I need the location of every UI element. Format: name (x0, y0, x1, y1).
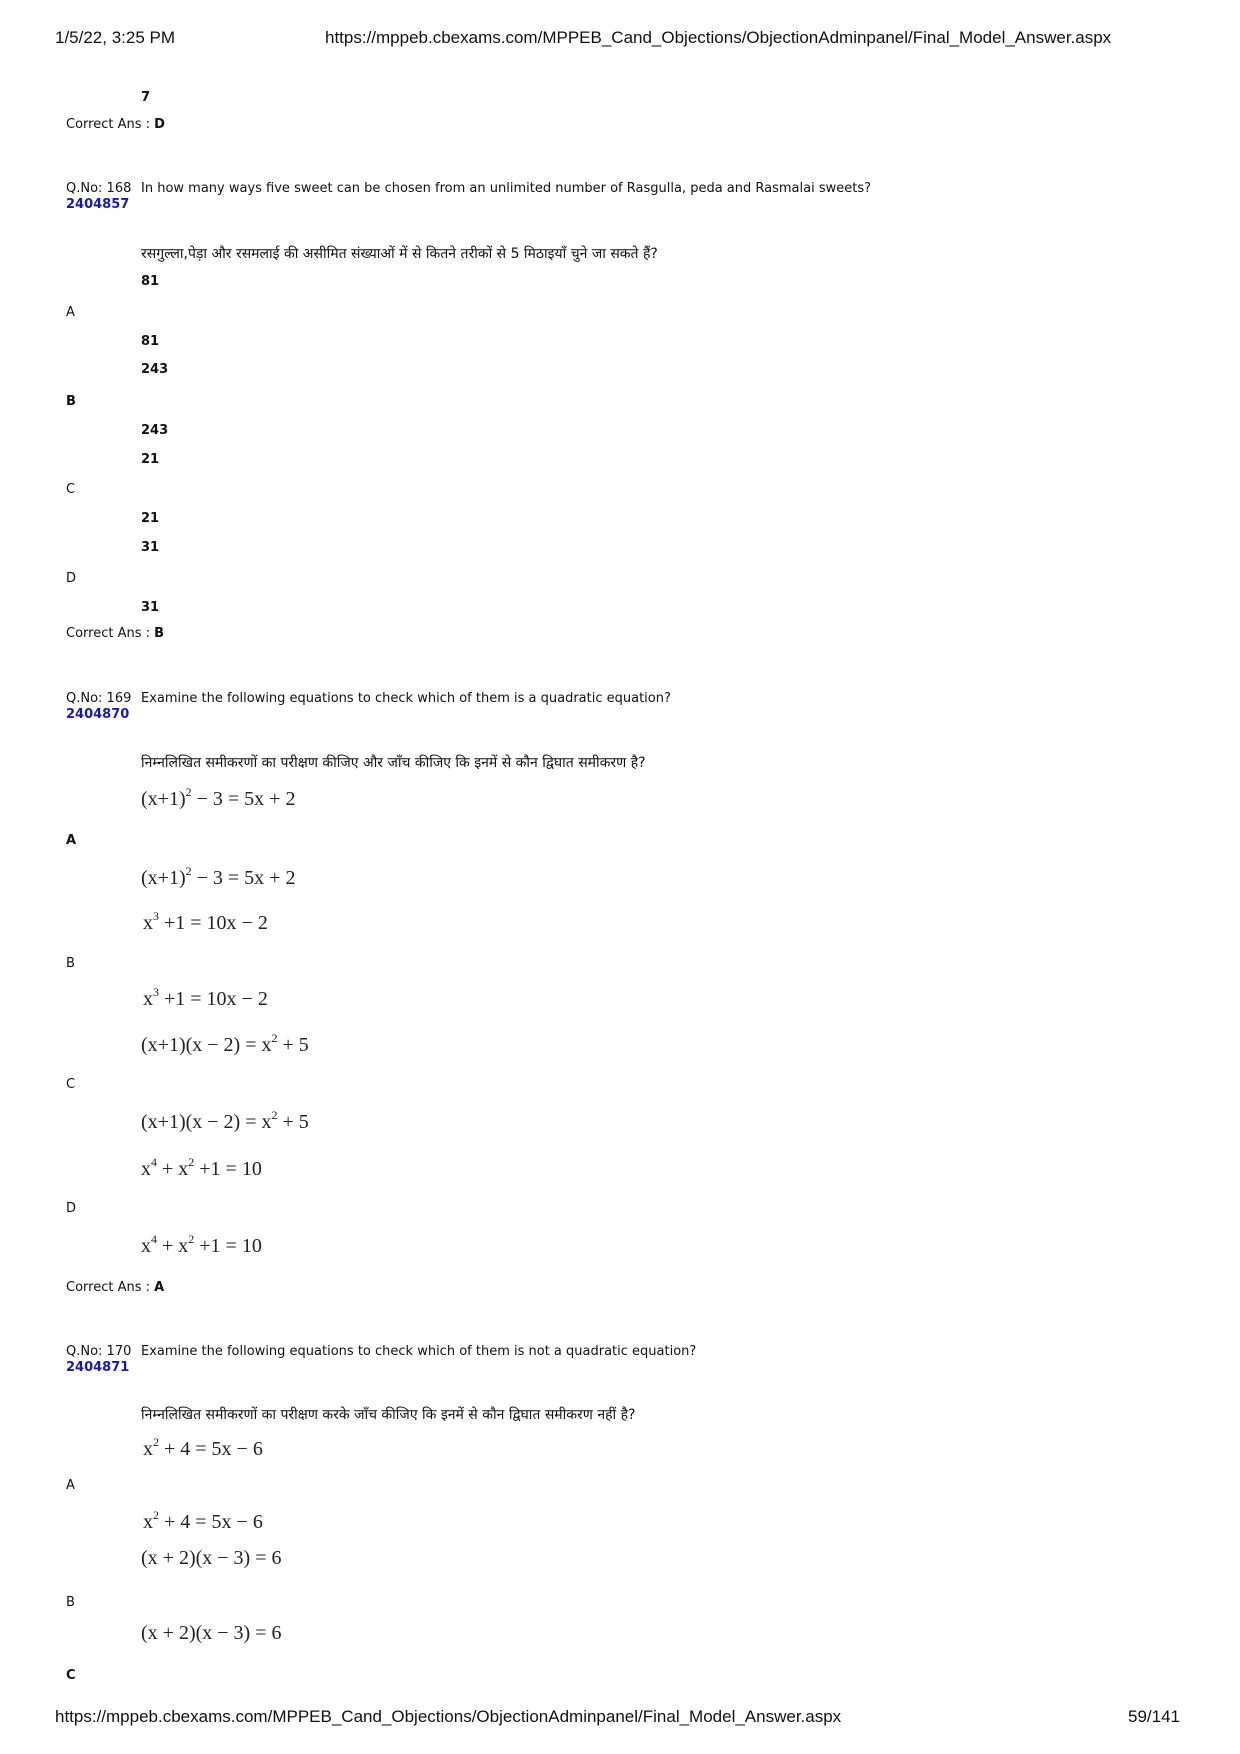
option-equation: $x^3 +1 = 10x - 2$ (143, 909, 268, 934)
correct-answer-label: Correct Ans : (66, 626, 155, 641)
option-equation: $(x+1)^2 - 3 = 5x + 2$ (141, 785, 296, 810)
option-letter: C (66, 482, 76, 497)
correct-answer-label: Correct Ans : (66, 117, 155, 132)
question-number: Q.No: 169 (66, 691, 132, 706)
option-text: 243 (141, 362, 169, 377)
question-text-hi: निम्नलिखित समीकरणों का परीक्षण कीजिए और जाँच कीजिए कि इनमें से कौन द्विघात समीकरण है? (141, 755, 646, 771)
correct-answer-value: B (154, 626, 165, 641)
question-id: 2404871 (66, 1360, 130, 1375)
option-text: 21 (141, 452, 160, 467)
option-letter: D (66, 1201, 77, 1216)
option-letter: C (66, 1668, 76, 1683)
option-text: 81 (141, 334, 160, 349)
question-number: Q.No: 168 (66, 181, 132, 196)
correct-answer-value: A (154, 1280, 165, 1295)
footer-url: https://mppeb.cbexams.com/MPPEB_Cand_Objections/ObjectionAdminpanel/Final_Model_Answer.aspx (55, 1707, 842, 1726)
option-equation: $x^4 + x^2 +1 = 10$ (141, 1155, 262, 1180)
option-equation: $(x+1)(x - 2) = x^2 + 5$ (141, 1031, 309, 1056)
question-text-en: Examine the following equations to check which of them is not a quadratic equation? (141, 1344, 697, 1359)
correct-answer-label: Correct Ans : (66, 1280, 155, 1295)
question-text-hi: निम्नलिखित समीकरणों का परीक्षण करके जाँच कीजिए कि इनमें से कौन द्विघात समीकरण नहीं है? (141, 1407, 636, 1423)
option-text: 21 (141, 511, 160, 526)
question-text-en: Examine the following equations to check which of them is a quadratic equation? (141, 691, 671, 706)
option-letter: A (66, 305, 75, 320)
option-equation: $x^4 + x^2 +1 = 10$ (141, 1232, 262, 1257)
question-text-hi: रसगुल्ला,पेड़ा और रसमलाई की असीमित संख्याओं में से कितने तरीकों से 5 मिठाइयाँ चुने जा सकते हैं? (141, 246, 658, 262)
option-letter: D (66, 571, 77, 586)
question-text-en: In how many ways five sweet can be chosen from an unlimited number of Rasgulla, peda and Rasmalai sweets? (141, 181, 871, 196)
option-letter: A (66, 1478, 75, 1493)
option-equation: (x + 2)(x − 3) = 6 (141, 1547, 282, 1569)
question-id: 2404870 (66, 707, 130, 722)
option-letter: B (66, 394, 76, 409)
correct-answer (66, 117, 165, 132)
question-id: 2404857 (66, 197, 130, 212)
option-text: 81 (141, 274, 160, 289)
option-letter: B (66, 956, 75, 971)
question-number: Q.No: 170 (66, 1344, 132, 1359)
option-equation: $x^2 + 4 = 5x - 6$ (143, 1435, 263, 1460)
correct-answer (66, 626, 164, 641)
option-text: 243 (141, 423, 169, 438)
option-letter: B (66, 1595, 75, 1610)
correct-answer (66, 1280, 164, 1295)
option-equation: $(x+1)^2 - 3 = 5x + 2$ (141, 864, 296, 889)
option-text: 31 (141, 600, 160, 615)
print-url: https://mppeb.cbexams.com/MPPEB_Cand_Objections/ObjectionAdminpanel/Final_Model_Answer.aspx (325, 28, 1112, 47)
print-datetime: 1/5/22, 3:25 PM (55, 28, 176, 47)
option-equation: $x^3 +1 = 10x - 2$ (143, 985, 268, 1010)
option-letter: C (66, 1077, 76, 1092)
option-letter: A (66, 833, 77, 848)
option-text: 7 (141, 90, 151, 105)
page-number: 59/141 (1128, 1707, 1180, 1726)
correct-answer-value: D (154, 117, 165, 132)
option-equation: (x + 2)(x − 3) = 6 (141, 1622, 282, 1644)
option-equation: $(x+1)(x - 2) = x^2 + 5$ (141, 1108, 309, 1133)
option-text: 31 (141, 540, 160, 555)
option-equation: $x^2 + 4 = 5x - 6$ (143, 1508, 263, 1533)
